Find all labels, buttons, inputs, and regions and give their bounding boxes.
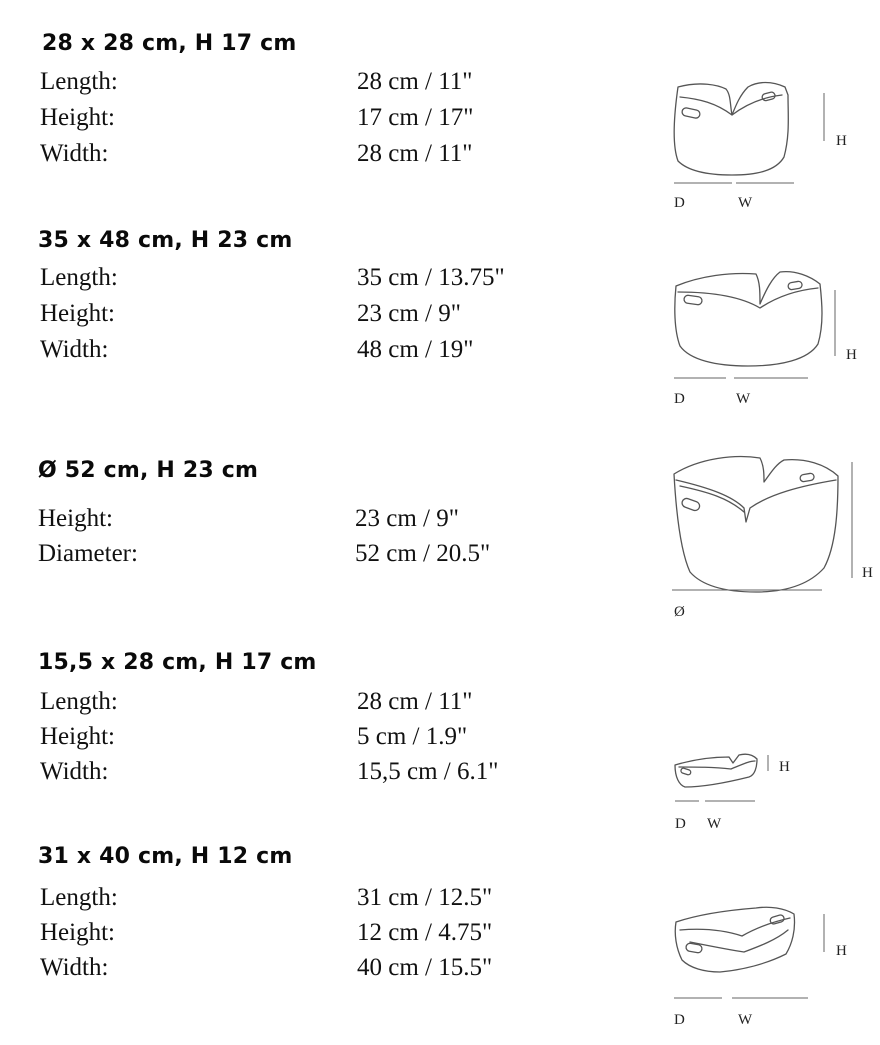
- width-label: Width:: [40, 140, 109, 167]
- basket-outline: [674, 457, 838, 592]
- tray-outline: [675, 754, 757, 787]
- length-label: Length:: [40, 884, 118, 911]
- basket-drawing-2: [660, 262, 870, 412]
- w-label: W: [738, 195, 753, 211]
- height-label: Height:: [40, 104, 115, 131]
- w-label: W: [736, 391, 751, 407]
- tray-rim: [679, 761, 755, 769]
- height-value: 17 cm / 17": [357, 104, 474, 131]
- length-label: Length:: [40, 264, 118, 291]
- length-value: 31 cm / 12.5": [357, 884, 493, 911]
- length-label: Length:: [40, 688, 118, 715]
- length-value: 28 cm / 11": [357, 688, 473, 715]
- width-label: Width:: [40, 336, 109, 363]
- height-label: Height:: [40, 919, 115, 946]
- basket-rim: [676, 480, 836, 522]
- basket-handle: [681, 107, 700, 119]
- section-4-title: 15,5 x 28 cm, H 17 cm: [38, 650, 317, 675]
- length-value: 28 cm / 11": [357, 68, 473, 95]
- width-value: 28 cm / 11": [357, 140, 473, 167]
- basket-outline: [675, 272, 822, 366]
- h-label: H: [836, 133, 847, 149]
- tray-drawing-4: [665, 745, 805, 835]
- w-label: W: [707, 816, 722, 832]
- section-2-title: 35 x 48 cm, H 23 cm: [38, 228, 293, 253]
- h-label: H: [836, 943, 847, 959]
- basket-handle: [681, 497, 701, 512]
- tray-handle: [680, 768, 691, 776]
- d-label: D: [674, 195, 685, 211]
- height-value: 23 cm / 9": [357, 300, 461, 327]
- length-value: 35 cm / 13.75": [357, 264, 505, 291]
- width-label: Width:: [40, 758, 109, 785]
- basket-drawing-1: [660, 75, 860, 215]
- h-label: H: [779, 759, 790, 775]
- basket-inner-edge: [690, 930, 788, 952]
- h-label: H: [846, 347, 857, 363]
- section-3-title: Ø 52 cm, H 23 cm: [38, 458, 259, 483]
- basket-handle: [800, 473, 815, 482]
- basket-handle: [788, 281, 803, 290]
- basket-drawing-5: [660, 900, 860, 1035]
- basket-outline: [675, 907, 794, 972]
- height-value: 12 cm / 4.75": [357, 919, 493, 946]
- diameter-value: 52 cm / 20.5": [355, 540, 491, 567]
- height-value: 23 cm / 9": [355, 505, 459, 532]
- basket-rim: [680, 918, 790, 936]
- diameter-label: Diameter:: [38, 540, 138, 567]
- d-label: D: [674, 391, 685, 407]
- width-value: 48 cm / 19": [357, 336, 474, 363]
- w-label: W: [738, 1012, 753, 1028]
- basket-drawing-3: [660, 450, 875, 625]
- h-label: H: [862, 565, 873, 581]
- width-label: Width:: [40, 954, 109, 981]
- height-label: Height:: [38, 505, 113, 532]
- height-value: 5 cm / 1.9": [357, 723, 468, 750]
- width-value: 40 cm / 15.5": [357, 954, 493, 981]
- height-label: Height:: [40, 300, 115, 327]
- basket-handle: [684, 295, 703, 305]
- d-label: D: [675, 816, 686, 832]
- section-1-title: 28 x 28 cm, H 17 cm: [42, 31, 297, 56]
- height-label: Height:: [40, 723, 115, 750]
- length-label: Length:: [40, 68, 118, 95]
- d-label: D: [674, 1012, 685, 1028]
- section-5-title: 31 x 40 cm, H 12 cm: [38, 844, 293, 869]
- diameter-symbol-label: Ø: [674, 604, 685, 620]
- width-value: 15,5 cm / 6.1": [357, 758, 499, 785]
